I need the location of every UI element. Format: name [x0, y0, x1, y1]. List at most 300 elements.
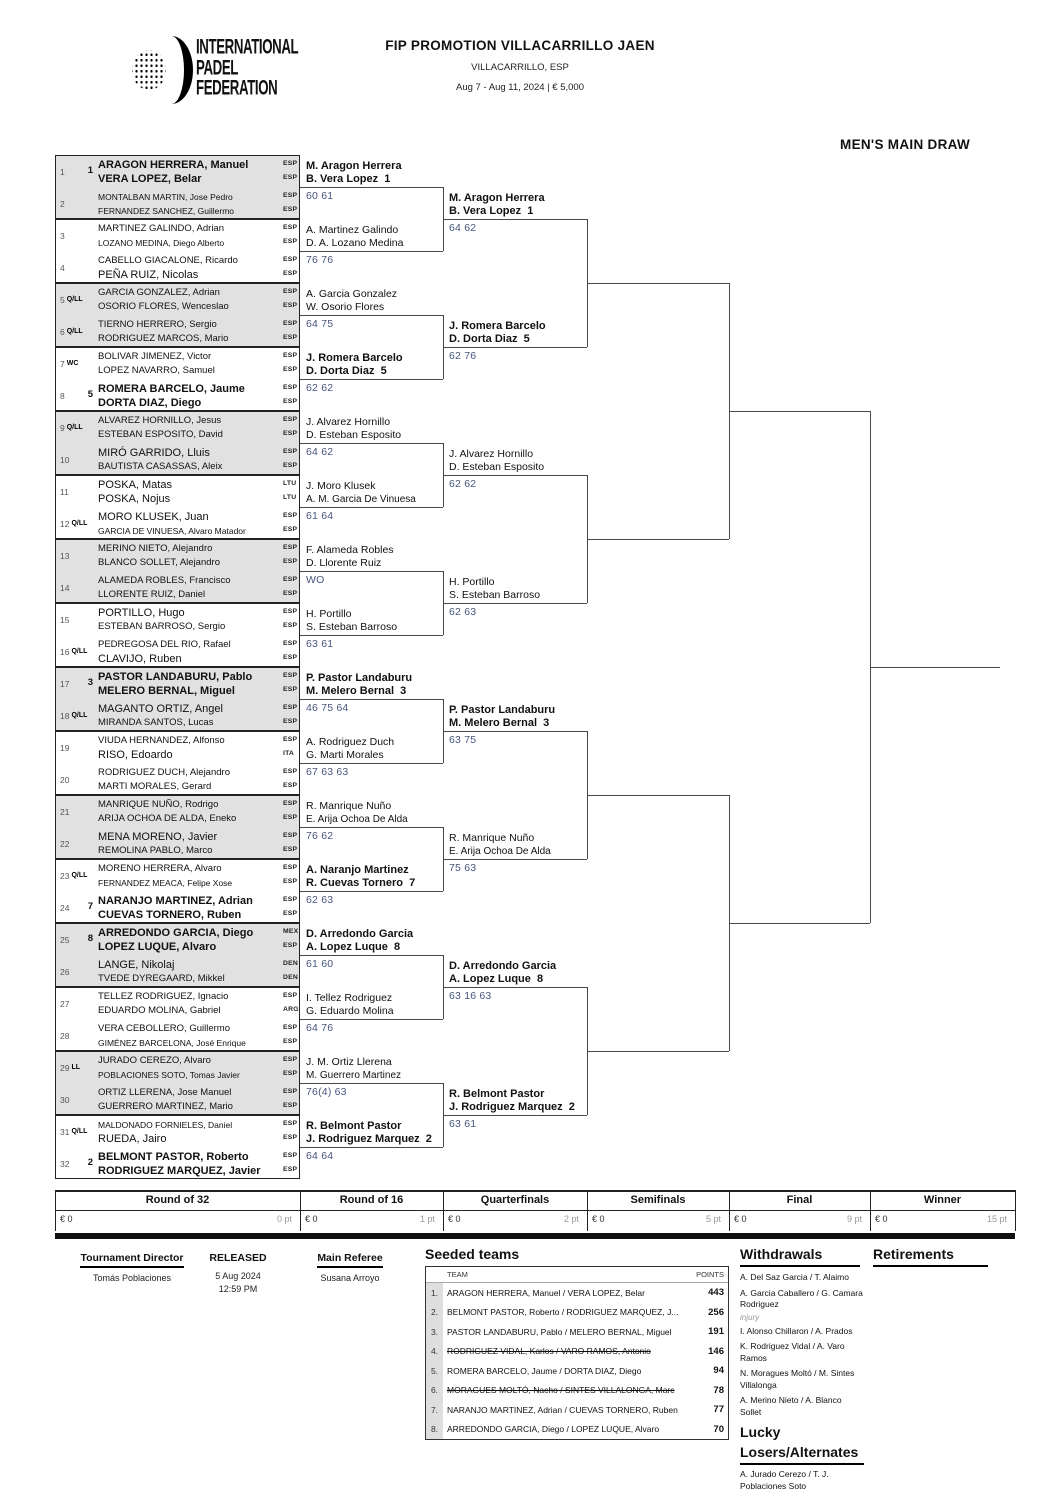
- entry-number-cell: [60, 1084, 69, 1115]
- player1-name: JURADO CEREZO, Alvaro: [98, 1055, 211, 1066]
- sf-slot-line: [587, 539, 729, 540]
- player2-name: RODRIGUEZ MARCOS, Mario: [98, 333, 229, 344]
- seeded-team-row: [426, 1283, 728, 1303]
- entry-number: 14: [60, 582, 70, 593]
- seed-number: 2: [87, 1157, 93, 1168]
- team-row: [56, 956, 299, 988]
- player2-country: ESP: [283, 526, 298, 533]
- round-prize: € 0: [592, 1214, 605, 1224]
- seeded-col-points: POINTS: [696, 1270, 724, 1279]
- entry-number: 27: [60, 998, 70, 1009]
- rounds-bar-divider: [1015, 1190, 1016, 1231]
- player1-country: ESP: [283, 256, 298, 263]
- team-row: [56, 892, 299, 924]
- team-row: [56, 476, 299, 508]
- seeded-team-points: 191: [708, 1326, 724, 1338]
- player2-country: ESP: [283, 1070, 298, 1077]
- slot-line: [300, 827, 443, 828]
- slot-line: [443, 1115, 587, 1116]
- entry-number-cell: [60, 764, 69, 795]
- withdrawal-entry: I. Alonso Chillaron / A. Prados: [740, 1325, 853, 1336]
- player1-country: ESP: [283, 768, 298, 775]
- team-row: [56, 636, 299, 668]
- entry-number-cell: [60, 956, 69, 987]
- entry-tag: Q/LL: [71, 648, 88, 655]
- withdrawal-note: injury: [740, 1312, 760, 1322]
- player1-country: ESP: [283, 672, 298, 679]
- entry-number-cell: [60, 1116, 87, 1147]
- player2-country: ESP: [283, 846, 298, 853]
- seeded-team-row: [426, 1322, 728, 1342]
- r16-winner-p2: D. Dorta Diaz 5: [306, 365, 387, 377]
- slot-line: [300, 635, 443, 636]
- r16-winner-p2: A. Lopez Luque 8: [306, 941, 401, 953]
- team-row: [56, 1084, 299, 1116]
- player2-name: GARCIA DE VINUESA, Alvaro Matador: [98, 526, 246, 536]
- round-points: 0 pt: [276, 1214, 292, 1224]
- team-row: [56, 828, 299, 860]
- player2-country: ESP: [283, 686, 298, 693]
- entry-tag: Q/LL: [71, 520, 88, 527]
- seeded-team-row: [426, 1303, 728, 1323]
- rounds-bar-bottom-rule: [55, 1233, 1015, 1239]
- entry-number: 25: [60, 934, 70, 945]
- round-label: Quarterfinals: [480, 1194, 550, 1206]
- team-row: [56, 796, 299, 828]
- team-row: [56, 1052, 299, 1084]
- entry-number-cell: [60, 700, 87, 731]
- entry-number: 12: [60, 518, 70, 529]
- qf-winner-p1: J. Alvarez Hornillo: [449, 448, 534, 460]
- entry-number: 5: [60, 294, 65, 305]
- entry-number-cell: [60, 316, 83, 347]
- r16-winner-score: 46 75 64: [306, 702, 349, 714]
- entry-number-cell: [60, 828, 69, 859]
- r16-winner-p1: J. M. Ortiz Llerena: [306, 1056, 392, 1068]
- seeded-team-row: [426, 1420, 728, 1440]
- player2-country: ESP: [283, 334, 298, 341]
- entry-number: 17: [60, 678, 70, 689]
- seeded-team-points: 443: [708, 1287, 724, 1299]
- seed-number: 8: [87, 933, 93, 944]
- player2-name: LOPEZ LUQUE, Alvaro: [98, 941, 217, 953]
- entry-number: 6: [60, 326, 65, 337]
- seeded-team-rank: 6.: [426, 1381, 443, 1401]
- main-referee-block: [300, 1248, 400, 1285]
- r16-winner-score: 64 64: [306, 1150, 334, 1162]
- player2-country: ESP: [283, 1038, 298, 1045]
- main-referee-name: Susana Arroyo: [320, 1273, 380, 1283]
- r16-winner-score: 64 75: [306, 318, 334, 330]
- match-box: [55, 731, 300, 795]
- r16-winner-p1: H. Portillo: [306, 608, 352, 620]
- entry-tag: Q/LL: [66, 424, 83, 431]
- entry-number-cell: [60, 796, 69, 827]
- player1-name: POSKA, Matas: [98, 479, 172, 491]
- player2-country: ESP: [283, 622, 298, 629]
- slot-line: [300, 699, 443, 700]
- team-row: [56, 220, 299, 252]
- r16-winner-p2: S. Esteban Barroso: [306, 621, 398, 633]
- player2-name: LOPEZ NAVARRO, Samuel: [98, 365, 215, 376]
- entry-number: 24: [60, 902, 70, 913]
- slot-line: [300, 507, 443, 508]
- retirements-title: Retirements: [873, 1246, 988, 1267]
- rounds-bar-mid-rule: [55, 1210, 1015, 1211]
- player1-name: MORENO HERRERA, Alvaro: [98, 863, 222, 874]
- player1-country: ESP: [283, 288, 298, 295]
- player1-name: GARCIA GONZALEZ, Adrian: [98, 287, 220, 298]
- qf-winner-p2: A. Lopez Luque 8: [449, 973, 544, 985]
- logo-arc-icon: [150, 36, 193, 104]
- team-row: [56, 284, 299, 316]
- r16-winner-p1: J. Moro Klusek: [306, 480, 376, 492]
- player1-name: ARREDONDO GARCIA, Diego: [98, 927, 254, 939]
- entry-number: 4: [60, 262, 65, 273]
- r16-winner-p2: G. Marti Morales: [306, 749, 384, 761]
- player2-country: ESP: [283, 398, 298, 405]
- seeded-team-names: PASTOR LANDABURU, Pablo / MELERO BERNAL, Miguel: [447, 1326, 672, 1337]
- player2-name: VERA LOPEZ, Belar: [98, 173, 202, 185]
- player1-name: PEDREGOSA DEL RIO, Rafael: [98, 639, 231, 650]
- slot-line: [300, 251, 443, 252]
- lucky-title-line2: Losers/Alternates: [740, 1444, 864, 1465]
- entry-number: 31: [60, 1126, 70, 1137]
- qf-winner-p1: H. Portillo: [449, 576, 495, 588]
- player2-name: BLANCO SOLLET, Alejandro: [98, 557, 220, 568]
- seeded-team-names: NARANJO MARTINEZ, Adrian / CUEVAS TORNERO, Ruben: [447, 1404, 678, 1415]
- seeded-team-points: 70: [713, 1423, 724, 1435]
- seeded-team-names: MORAGUES MOLTÓ, Nacho / SINTES VILLALONGA, Marc: [447, 1385, 675, 1396]
- entry-number-cell: [60, 1020, 69, 1051]
- withdrawal-entry: A. Merino Nieto / A. Blanco Sollet: [740, 1395, 842, 1417]
- player2-name: PEÑA RUIZ, Nicolas: [98, 269, 199, 281]
- lucky-loser-entry: A. Jurado Cerezo / T. J. Poblaciones Soto: [740, 1469, 829, 1491]
- player2-name: RODRIGUEZ MARQUEZ, Javier: [98, 1165, 261, 1177]
- ipf-logo: [128, 36, 298, 108]
- player1-country: ESP: [283, 544, 298, 551]
- entry-number-cell: [60, 412, 83, 443]
- entry-number: 7: [60, 358, 65, 369]
- withdrawals-title: Withdrawals: [740, 1246, 860, 1267]
- r16-winner-p2: G. Eduardo Molina: [306, 1005, 394, 1017]
- sf-slot-line: [587, 283, 729, 284]
- player2-name: OSORIO FLORES, Wenceslao: [98, 301, 229, 312]
- player2-country: ESP: [283, 1134, 298, 1141]
- released-label: RELEASED: [209, 1252, 267, 1264]
- entry-number-cell: [60, 540, 69, 571]
- entry-number-cell: [60, 572, 69, 603]
- entry-number-cell: [60, 220, 65, 251]
- final-slot-line: [729, 923, 870, 924]
- r16-winner-score: 61 60: [306, 958, 334, 970]
- slot-line: [443, 731, 587, 732]
- player2-country: ESP: [283, 910, 298, 917]
- seeded-col-team: TEAM: [447, 1270, 468, 1279]
- entry-number: 30: [60, 1094, 70, 1105]
- team-row: [56, 668, 299, 700]
- team-row: [56, 316, 299, 348]
- player1-name: MAGANTO ORTIZ, Angel: [98, 703, 223, 715]
- entry-number: 23: [60, 870, 70, 881]
- slot-line: [300, 1147, 443, 1148]
- entry-number-cell: [60, 604, 69, 635]
- entry-number: 3: [60, 230, 65, 241]
- player1-country: ESP: [283, 576, 298, 583]
- entry-number-cell: [60, 156, 65, 187]
- seeded-team-rank: 4.: [426, 1342, 443, 1362]
- player2-name: GIMÉNEZ BARCELONA, José Enrique: [98, 1038, 246, 1048]
- team-row: [56, 252, 299, 284]
- round-points: 15 pt: [986, 1214, 1007, 1224]
- withdrawals-list: [740, 1272, 864, 1422]
- team-row: [56, 1148, 299, 1180]
- player2-country: ESP: [283, 206, 298, 213]
- seeded-rows: [426, 1283, 728, 1439]
- entry-tag: Q/LL: [66, 328, 83, 335]
- entry-number-cell: [60, 476, 69, 507]
- slot-line: [300, 955, 443, 956]
- qf-winner-score: 64 62: [449, 222, 477, 234]
- round-points: 9 pt: [846, 1214, 862, 1224]
- withdrawal-entry: A. Garcia Caballero / G. Camara Rodriguez: [740, 1287, 863, 1309]
- r16-winner-score: WO: [306, 574, 325, 586]
- r16-winner-score: 67 63 63: [306, 766, 349, 778]
- team-row: [56, 988, 299, 1020]
- r16-winner-p1: D. Arredondo Garcia: [306, 928, 414, 940]
- player1-name: LANGE, Nikolaj: [98, 959, 175, 971]
- entry-number-cell: [60, 252, 65, 283]
- r16-winner-score: 62 63: [306, 894, 334, 906]
- tournament-title: FIP PROMOTION VILLACARRILLO JAEN: [385, 38, 655, 53]
- seeded-team-names: ARAGON HERRERA, Manuel / VERA LOPEZ, Belar: [447, 1287, 645, 1298]
- entry-number-cell: [60, 284, 83, 315]
- player1-country: ESP: [283, 704, 298, 711]
- player1-name: VIUDA HERNANDEZ, Alfonso: [98, 735, 225, 746]
- entry-tag: Q/LL: [71, 872, 88, 879]
- player2-country: ESP: [283, 558, 298, 565]
- slot-line: [443, 859, 587, 860]
- player1-name: ROMERA BARCELO, Jaume: [98, 383, 245, 395]
- seed-number: 1: [87, 165, 93, 176]
- player2-country: ESP: [283, 1102, 298, 1109]
- player1-name: CABELLO GIACALONE, Ricardo: [98, 255, 238, 266]
- entry-number: 8: [60, 390, 65, 401]
- winner-line: [870, 667, 1000, 668]
- player1-name: PORTILLO, Hugo: [98, 607, 185, 619]
- slot-line: [443, 603, 587, 604]
- player1-country: ESP: [283, 1152, 298, 1159]
- player2-name: BAUTISTA CASASSAS, Aleix: [98, 461, 223, 472]
- seeded-team-names: ARREDONDO GARCIA, Diego / LOPEZ LUQUE, Alvaro: [447, 1424, 660, 1435]
- player2-country: ESP: [283, 366, 298, 373]
- entry-number-cell: [60, 860, 87, 891]
- entry-number: 11: [60, 486, 69, 497]
- player1-name: MALDONADO FORNIELES, Daniel: [98, 1120, 233, 1130]
- player1-name: TELLEZ RODRIGUEZ, Ignacio: [98, 991, 229, 1002]
- r16-winner-score: 63 61: [306, 638, 334, 650]
- round-label: Final: [786, 1194, 813, 1206]
- player2-name: CUEVAS TORNERO, Ruben: [98, 909, 242, 921]
- r16-winner-p2: M. Melero Bernal 3: [306, 685, 407, 697]
- player1-country: ESP: [283, 608, 298, 615]
- slot-line: [300, 379, 443, 380]
- r16-winner-score: 62 62: [306, 382, 334, 394]
- r16-winner-p2: D. Llorente Ruiz: [306, 557, 382, 569]
- match-box: [55, 795, 300, 859]
- entry-number: 13: [60, 550, 70, 561]
- team-row: [56, 348, 299, 380]
- qf-winner-p2: M. Melero Bernal 3: [449, 717, 550, 729]
- player2-country: ESP: [283, 654, 298, 661]
- entry-number-cell: [60, 892, 69, 923]
- seeded-team-rank: 7.: [426, 1400, 443, 1420]
- entry-number-cell: [60, 1052, 80, 1083]
- player2-country: DEN: [283, 974, 298, 981]
- entry-number: 28: [60, 1030, 70, 1041]
- player1-country: ESP: [283, 352, 298, 359]
- player2-country: ESP: [283, 878, 298, 885]
- qf-winner-p1: J. Romera Barcelo: [449, 320, 546, 332]
- round-label: Semifinals: [630, 1194, 686, 1206]
- player1-country: ESP: [283, 448, 298, 455]
- seeded-team-row: [426, 1381, 728, 1401]
- player2-country: ESP: [283, 302, 298, 309]
- match-box: [55, 667, 300, 731]
- tournament-location: VILLACARRILLO, ESP: [471, 62, 569, 73]
- player2-name: POBLACIONES SOTO, Tomas Javier: [98, 1070, 240, 1080]
- entry-number: 10: [60, 454, 70, 465]
- player2-name: FERNANDEZ SANCHEZ, Guillermo: [98, 206, 235, 216]
- sf-slot-line: [587, 795, 729, 796]
- player1-country: LTU: [283, 480, 297, 487]
- player1-country: ESP: [283, 800, 298, 807]
- slot-line: [443, 347, 587, 348]
- player1-name: PASTOR LANDABURU, Pablo: [98, 671, 253, 683]
- match-box: [55, 155, 300, 219]
- player1-name: BOLIVAR JIMENEZ, Victor: [98, 351, 212, 362]
- r16-winner-score: 76 62: [306, 830, 334, 842]
- entry-tag: Q/LL: [71, 1128, 88, 1135]
- entry-number: 26: [60, 966, 70, 977]
- round-prize: € 0: [305, 1214, 318, 1224]
- player1-country: ESP: [283, 896, 298, 903]
- round-prize: € 0: [734, 1214, 747, 1224]
- entry-number-cell: [60, 380, 65, 411]
- player2-country: ESP: [283, 782, 298, 789]
- r16-winner-p1: M. Aragon Herrera: [306, 160, 402, 172]
- entry-number-cell: [60, 988, 69, 1019]
- lucky-title-line1: Lucky: [740, 1424, 781, 1440]
- entry-number-cell: [60, 188, 65, 219]
- r16-winner-p2: W. Osorio Flores: [306, 301, 385, 313]
- team-row: [56, 508, 299, 540]
- entry-number: 21: [60, 806, 70, 817]
- entry-number-cell: [60, 508, 87, 539]
- player2-country: ESP: [283, 942, 298, 949]
- slot-line: [443, 475, 587, 476]
- team-row: [56, 156, 299, 188]
- player1-name: MONTALBAN MARTIN, Jose Pedro: [98, 192, 233, 202]
- r16-winner-score: 76 76: [306, 254, 334, 266]
- entry-number: 16: [60, 646, 70, 657]
- r16-winner-p1: R. Manrique Nuño: [306, 800, 392, 812]
- slot-line: [300, 1019, 443, 1020]
- match-box: [55, 283, 300, 347]
- qf-winner-p1: R. Belmont Pastor: [449, 1088, 545, 1100]
- released-date: 5 Aug 2024: [215, 1271, 261, 1281]
- player2-name: FERNANDEZ MEACA, Felipe Xose: [98, 878, 233, 888]
- player1-country: ESP: [283, 1120, 298, 1127]
- r16-winner-p1: A. Naranjo Martinez: [306, 864, 409, 876]
- player1-country: ESP: [283, 1056, 298, 1063]
- qf-winner-p1: P. Pastor Landaburu: [449, 704, 556, 716]
- entry-number-cell: [60, 1148, 69, 1179]
- qf-winner-score: 62 62: [449, 478, 477, 490]
- r16-winner-p1: A. Rodriguez Duch: [306, 736, 395, 748]
- r16-winner-p2: J. Rodriguez Marquez 2: [306, 1133, 432, 1145]
- team-row: [56, 572, 299, 604]
- seeded-team-row: [426, 1342, 728, 1362]
- entry-number-cell: [60, 668, 69, 699]
- team-row: [56, 860, 299, 892]
- team-row: [56, 412, 299, 444]
- withdrawal-entry: K. Rodriguez Vidal / A. Varo Ramos: [740, 1341, 845, 1363]
- team-row: [56, 1116, 299, 1148]
- qf-winner-p1: R. Manrique Nuño: [449, 832, 535, 844]
- team-row: [56, 924, 299, 956]
- slot-line: [300, 315, 443, 316]
- r16-winner-score: 61 64: [306, 510, 334, 522]
- qf-winner-p2: E. Arija Ochoa De Alda: [449, 846, 551, 857]
- player1-country: ESP: [283, 224, 298, 231]
- player1-country: ESP: [283, 1024, 298, 1031]
- r16-winner-p2: D. Esteban Esposito: [306, 429, 402, 441]
- sf-slot-line: [587, 1051, 729, 1052]
- qf-winner-score: 63 75: [449, 734, 477, 746]
- player2-name: DORTA DIAZ, Diego: [98, 397, 202, 409]
- player1-country: ESP: [283, 864, 298, 871]
- player2-country: ESP: [283, 238, 298, 245]
- r16-winner-p2: M. Guerrero Martinez: [306, 1070, 402, 1081]
- player1-country: ESP: [283, 832, 298, 839]
- player1-country: ESP: [283, 640, 298, 647]
- r16-winner-p2: R. Cuevas Tornero 7: [306, 877, 416, 889]
- team-row: [56, 700, 299, 732]
- team-row: [56, 444, 299, 476]
- entry-number-cell: [60, 924, 69, 955]
- entry-number: 29: [60, 1062, 70, 1073]
- entry-number: 32: [60, 1158, 70, 1169]
- player2-name: LOZANO MEDINA, Diego Alberto: [98, 238, 225, 248]
- seeded-team-names: BELMONT PASTOR, Roberto / RODRIGUEZ MARQUEZ, J...: [447, 1307, 679, 1318]
- player1-country: ESP: [283, 1088, 298, 1095]
- entry-number: 19: [60, 742, 70, 753]
- player2-country: ESP: [283, 270, 298, 277]
- seeded-team-points: 94: [713, 1365, 724, 1377]
- seeded-teams-table: [425, 1266, 729, 1440]
- player2-name: TVEDE DYREGAARD, Mikkel: [98, 973, 225, 984]
- seeded-team-names: ROMERA BARCELO, Jaume / DORTA DIAZ, Diego: [447, 1365, 642, 1376]
- qf-winner-score: 75 63: [449, 862, 477, 874]
- player1-name: MARTINEZ GALINDO, Adrian: [98, 223, 224, 234]
- logo-text: INTERNATIONAL PADEL FEDERATION: [196, 34, 299, 100]
- player1-country: ESP: [283, 512, 298, 519]
- r16-winner-score: 64 62: [306, 446, 334, 458]
- r16-winner-p1: J. Romera Barcelo: [306, 352, 403, 364]
- player1-country: ESP: [283, 992, 298, 999]
- entry-number-cell: [60, 636, 87, 667]
